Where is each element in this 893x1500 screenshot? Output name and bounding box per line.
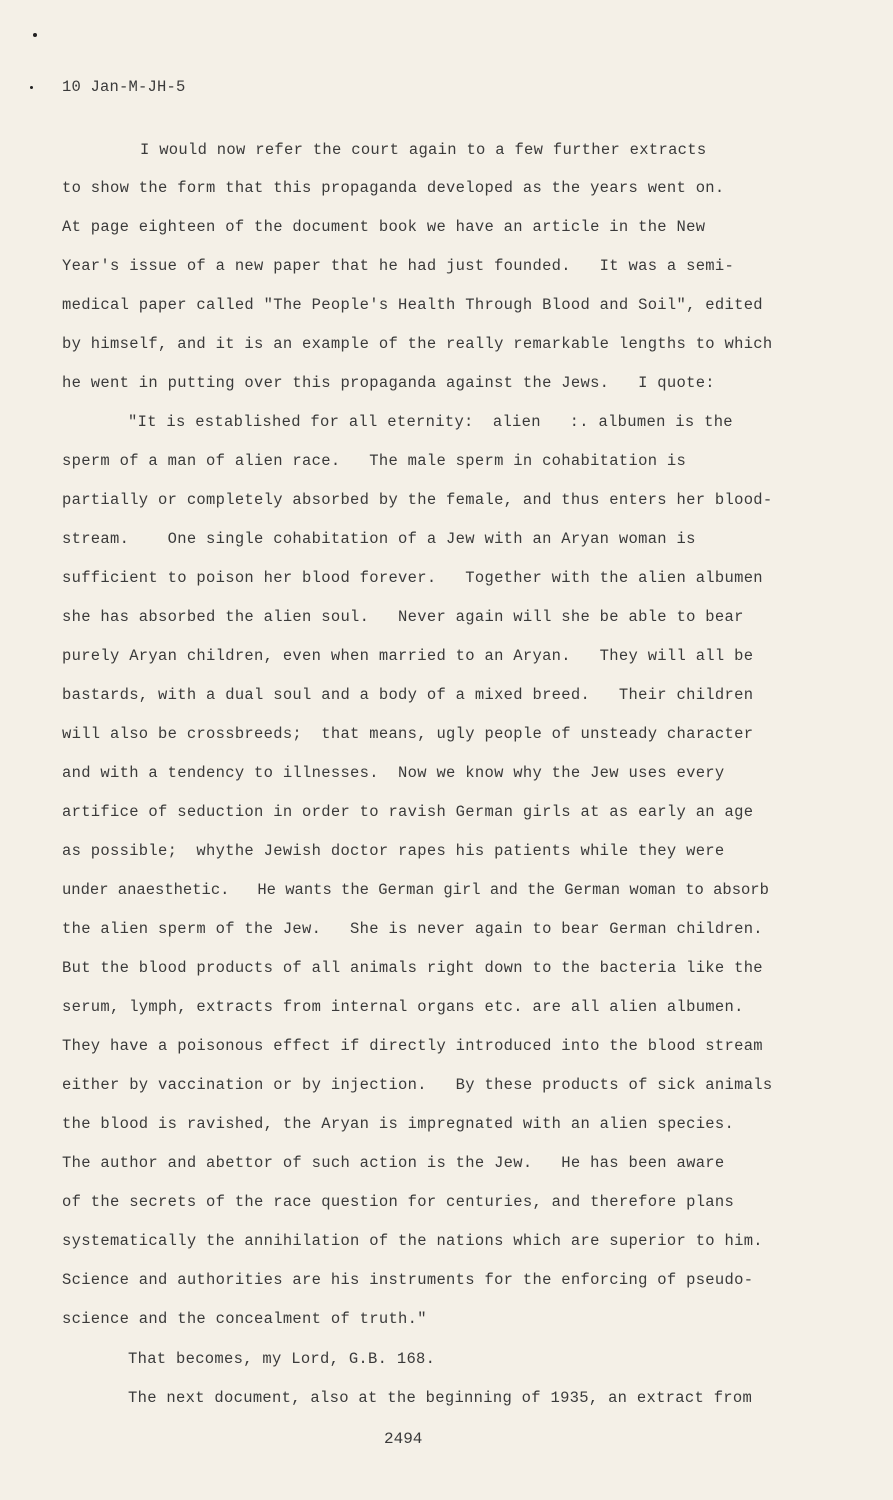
text-line: the alien sperm of the Jew. She is never again to bear German children. <box>62 920 763 938</box>
text-line: stream. One single cohabitation of a Jew with an Aryan woman is <box>62 530 696 548</box>
text-line: sperm of a man of alien race. The male sperm in cohabitation is <box>62 452 687 470</box>
text-line: under anaesthetic. He wants the German girl and the German woman to absorb <box>62 881 769 899</box>
text-line: serum, lymph, extracts from internal organs etc. are all alien albumen. <box>62 998 744 1016</box>
text-line: The next document, also at the beginning of 1935, an extract from <box>128 1389 753 1407</box>
text-line: to show the form that this propaganda developed as the years went on. <box>62 179 725 197</box>
text-line: partially or completely absorbed by the female, and thus enters her blood- <box>62 491 773 509</box>
text-line: will also be crossbreeds; that means, ugly people of unsteady character <box>62 725 754 743</box>
margin-mark <box>33 33 37 37</box>
text-line: medical paper called "The People's Health Through Blood and Soil", edited <box>62 296 763 314</box>
text-line: The author and abettor of such action is the Jew. He has been aware <box>62 1154 725 1172</box>
text-line: by himself, and it is an example of the really remarkable lengths to which <box>62 335 773 353</box>
text-line: That becomes, my Lord, G.B. 168. <box>128 1350 436 1368</box>
text-line: "It is established for all eternity: alien :. albumen is the <box>128 413 733 431</box>
text-line: as possible; whythe Jewish doctor rapes his patients while they were <box>62 842 725 860</box>
text-line: she has absorbed the alien soul. Never again will she be able to bear <box>62 608 744 626</box>
text-line: Science and authorities are his instruments for the enforcing of pseudo- <box>62 1271 754 1289</box>
text-line: bastards, with a dual soul and a body of a mixed breed. Their children <box>62 686 754 704</box>
text-line: artifice of seduction in order to ravish German girls at as early an age <box>62 803 754 821</box>
text-line: either by vaccination or by injection. By these products of sick animals <box>62 1076 773 1094</box>
margin-mark <box>30 86 33 89</box>
text-line: the blood is ravished, the Aryan is impregnated with an alien species. <box>62 1115 735 1133</box>
text-line: They have a poisonous effect if directly introduced into the blood stream <box>62 1037 763 1055</box>
text-line: At page eighteen of the document book we have an article in the New <box>62 218 706 236</box>
text-line: sufficient to poison her blood forever. Together with the alien albumen <box>62 569 763 587</box>
text-line: Year's issue of a new paper that he had just founded. It was a semi- <box>62 257 735 275</box>
text-line: I would now refer the court again to a few further extracts <box>140 141 707 159</box>
text-line: systematically the annihilation of the nations which are superior to him. <box>62 1232 763 1250</box>
text-line: purely Aryan children, even when married to an Aryan. They will all be <box>62 647 754 665</box>
page-number: 2494 <box>384 1430 423 1448</box>
text-line: and with a tendency to illnesses. Now we know why the Jew uses every <box>62 764 725 782</box>
text-line: science and the concealment of truth." <box>62 1310 427 1328</box>
text-line: he went in putting over this propaganda against the Jews. I quote: <box>62 374 715 392</box>
text-line: But the blood products of all animals right down to the bacteria like the <box>62 959 763 977</box>
document-header: 10 Jan-M-JH-5 <box>62 78 186 96</box>
text-line: of the secrets of the race question for centuries, and therefore plans <box>62 1193 735 1211</box>
